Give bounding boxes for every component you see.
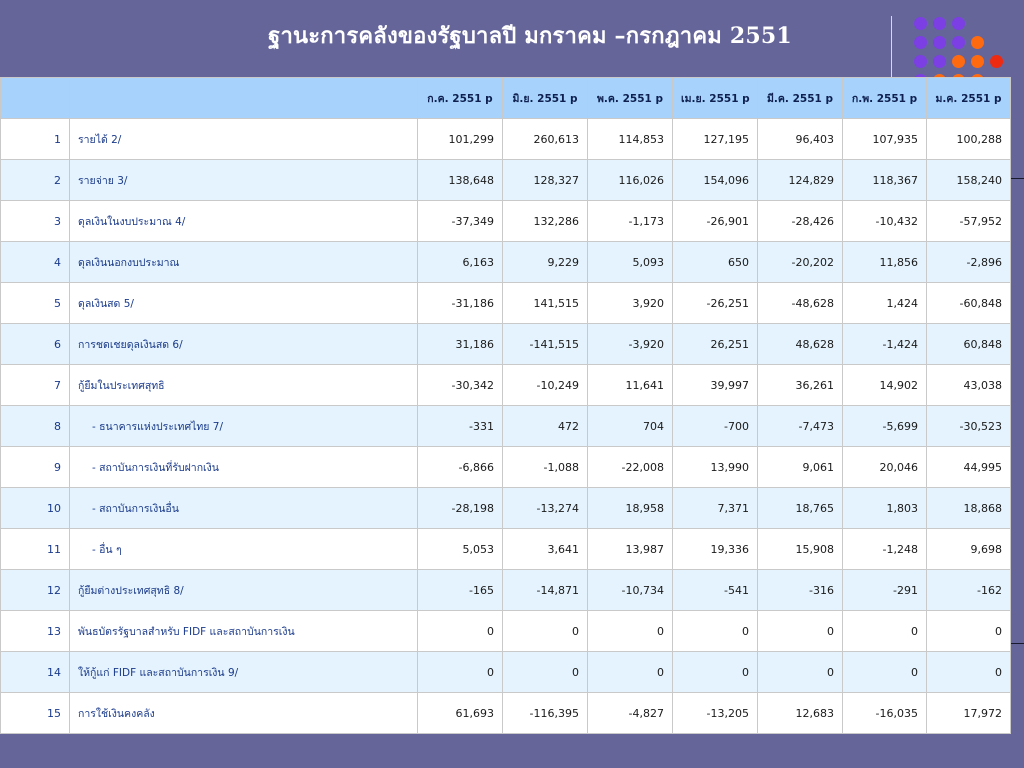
row-number: 5: [1, 283, 70, 324]
table-cell: 0: [673, 652, 758, 693]
table-cell: 0: [758, 611, 843, 652]
decorative-dot: [952, 55, 965, 68]
table-cell: -10,249: [503, 365, 588, 406]
table-cell: 26,251: [673, 324, 758, 365]
table-row: [1, 529, 1011, 570]
row-label: ดุลเงินนอกงบประมาณ: [70, 242, 418, 283]
table-cell: 116,026: [588, 160, 673, 201]
row-label: - สถาบันการเงินที่รับฝากเงิน: [70, 447, 418, 488]
table-cell: -16,035: [843, 693, 927, 734]
table-cell: -316: [758, 570, 843, 611]
table-cell: -60,848: [927, 283, 1011, 324]
row-number: 12: [1, 570, 70, 611]
title-divider: [891, 16, 892, 78]
table-cell: -13,205: [673, 693, 758, 734]
table-cell: -541: [673, 570, 758, 611]
row-label: การใช้เงินคงคลัง: [70, 693, 418, 734]
table-cell: -48,628: [758, 283, 843, 324]
table-cell: -10,432: [843, 201, 927, 242]
table-cell: -3,920: [588, 324, 673, 365]
table-row: [1, 119, 1011, 160]
decorative-dot: [933, 17, 946, 30]
row-label: - อื่น ๆ: [70, 529, 418, 570]
row-number: 4: [1, 242, 70, 283]
table-cell: -331: [418, 406, 503, 447]
decorative-dot: [952, 36, 965, 49]
row-label: ให้กู้แก่ FIDF และสถาบันการเงิน 9/: [70, 652, 418, 693]
table-cell: 9,229: [503, 242, 588, 283]
table-cell: 43,038: [927, 365, 1011, 406]
table-cell: 36,261: [758, 365, 843, 406]
table-row: [1, 201, 1011, 242]
table-cell: -116,395: [503, 693, 588, 734]
table-cell: 114,853: [588, 119, 673, 160]
row-number: 1: [1, 119, 70, 160]
table-row: [1, 324, 1011, 365]
column-header: มี.ค. 2551 p: [758, 78, 843, 119]
table-cell: 132,286: [503, 201, 588, 242]
column-header: ก.พ. 2551 p: [843, 78, 927, 119]
table-header-row: [1, 78, 1011, 119]
table-cell: -5,699: [843, 406, 927, 447]
column-header: พ.ค. 2551 p: [588, 78, 673, 119]
decorative-dot: [971, 55, 984, 68]
table-cell: -165: [418, 570, 503, 611]
table-cell: -10,734: [588, 570, 673, 611]
table-row: [1, 611, 1011, 652]
table-cell: 127,195: [673, 119, 758, 160]
table-cell: -28,198: [418, 488, 503, 529]
table-cell: 31,186: [418, 324, 503, 365]
table-cell: 141,515: [503, 283, 588, 324]
table-cell: 101,299: [418, 119, 503, 160]
table-cell: 9,061: [758, 447, 843, 488]
row-number: 14: [1, 652, 70, 693]
row-number: 11: [1, 529, 70, 570]
row-number: 2: [1, 160, 70, 201]
table-cell: -57,952: [927, 201, 1011, 242]
table-cell: -30,523: [927, 406, 1011, 447]
row-number: 9: [1, 447, 70, 488]
row-number: 7: [1, 365, 70, 406]
table-cell: 12,683: [758, 693, 843, 734]
table-cell: 0: [503, 611, 588, 652]
row-number: 3: [1, 201, 70, 242]
table-cell: 13,990: [673, 447, 758, 488]
table-row: [1, 160, 1011, 201]
table-row: [1, 447, 1011, 488]
table-cell: 650: [673, 242, 758, 283]
column-header: เม.ย. 2551 p: [673, 78, 758, 119]
table-cell: 0: [588, 652, 673, 693]
table-cell: 18,958: [588, 488, 673, 529]
row-label: กู้ยืมในประเทศสุทธิ: [70, 365, 418, 406]
row-label: การชดเชยดุลเงินสด 6/: [70, 324, 418, 365]
table-cell: 44,995: [927, 447, 1011, 488]
row-number: 15: [1, 693, 70, 734]
table-cell: 100,288: [927, 119, 1011, 160]
table-cell: -13,274: [503, 488, 588, 529]
table-cell: 13,987: [588, 529, 673, 570]
header-label: [70, 78, 418, 119]
table-cell: -141,515: [503, 324, 588, 365]
row-label: พันธบัตรรัฐบาลสำหรับ FIDF และสถาบันการเงิน: [70, 611, 418, 652]
table-cell: 0: [927, 652, 1011, 693]
table-cell: 9,698: [927, 529, 1011, 570]
table-cell: -6,866: [418, 447, 503, 488]
table-cell: -1,424: [843, 324, 927, 365]
row-label: ดุลเงินในงบประมาณ 4/: [70, 201, 418, 242]
table-cell: -37,349: [418, 201, 503, 242]
table-cell: 18,765: [758, 488, 843, 529]
table-cell: 11,641: [588, 365, 673, 406]
table-cell: 704: [588, 406, 673, 447]
table-cell: 7,371: [673, 488, 758, 529]
table-cell: 14,902: [843, 365, 927, 406]
table-cell: -26,901: [673, 201, 758, 242]
table-cell: 472: [503, 406, 588, 447]
table-cell: -20,202: [758, 242, 843, 283]
table-cell: 1,424: [843, 283, 927, 324]
row-label: กู้ยืมต่างประเทศสุทธิ 8/: [70, 570, 418, 611]
page-title: ฐานะการคลังของรัฐบาลปี มกราคม –กรกฎาคม 2551: [268, 23, 792, 49]
row-number: 10: [1, 488, 70, 529]
table-cell: 6,163: [418, 242, 503, 283]
decorative-dots: [912, 16, 1024, 78]
table-cell: 1,803: [843, 488, 927, 529]
table-row: [1, 693, 1011, 734]
table-cell: -1,173: [588, 201, 673, 242]
table-cell: 0: [673, 611, 758, 652]
column-header: ก.ค. 2551 p: [418, 78, 503, 119]
table-cell: 20,046: [843, 447, 927, 488]
table-cell: -2,896: [927, 242, 1011, 283]
table-row: [1, 365, 1011, 406]
row-label: รายได้ 2/: [70, 119, 418, 160]
decorative-dot: [933, 55, 946, 68]
row-label: - ธนาคารแห่งประเทศไทย 7/: [70, 406, 418, 447]
table-cell: 138,648: [418, 160, 503, 201]
table-cell: -1,088: [503, 447, 588, 488]
table-row: [1, 652, 1011, 693]
table-cell: -30,342: [418, 365, 503, 406]
table-cell: 5,093: [588, 242, 673, 283]
table-cell: 118,367: [843, 160, 927, 201]
row-label: ดุลเงินสด 5/: [70, 283, 418, 324]
table-cell: -26,251: [673, 283, 758, 324]
table-cell: 17,972: [927, 693, 1011, 734]
row-label: - สถาบันการเงินอื่น: [70, 488, 418, 529]
table-cell: 0: [503, 652, 588, 693]
decorative-dot: [914, 55, 927, 68]
table-cell: 0: [843, 652, 927, 693]
table-cell: 18,868: [927, 488, 1011, 529]
table-cell: 0: [927, 611, 1011, 652]
table-cell: -162: [927, 570, 1011, 611]
table-row: [1, 242, 1011, 283]
table-row: [1, 406, 1011, 447]
table-cell: 61,693: [418, 693, 503, 734]
table-cell: -28,426: [758, 201, 843, 242]
table-cell: 60,848: [927, 324, 1011, 365]
table-cell: 158,240: [927, 160, 1011, 201]
decorative-dot: [990, 55, 1003, 68]
edge-tick: [1010, 178, 1024, 179]
table-cell: -291: [843, 570, 927, 611]
table-cell: 0: [418, 652, 503, 693]
column-header: มิ.ย. 2551 p: [503, 78, 588, 119]
table-cell: 0: [843, 611, 927, 652]
table-cell: -14,871: [503, 570, 588, 611]
table-cell: 128,327: [503, 160, 588, 201]
table-cell: 15,908: [758, 529, 843, 570]
table-cell: -700: [673, 406, 758, 447]
table-cell: -31,186: [418, 283, 503, 324]
fiscal-table: [0, 77, 1011, 734]
table-cell: 260,613: [503, 119, 588, 160]
table-cell: -4,827: [588, 693, 673, 734]
table-cell: 5,053: [418, 529, 503, 570]
table-cell: -1,248: [843, 529, 927, 570]
table-cell: 48,628: [758, 324, 843, 365]
table-cell: 3,920: [588, 283, 673, 324]
row-number: 13: [1, 611, 70, 652]
table-cell: 3,641: [503, 529, 588, 570]
table-cell: 0: [418, 611, 503, 652]
decorative-dot: [914, 17, 927, 30]
table-cell: 107,935: [843, 119, 927, 160]
table-cell: 11,856: [843, 242, 927, 283]
edge-tick: [1010, 643, 1024, 644]
column-header: ม.ค. 2551 p: [927, 78, 1011, 119]
row-label: รายจ่าย 3/: [70, 160, 418, 201]
table-cell: 39,997: [673, 365, 758, 406]
decorative-dot: [914, 36, 927, 49]
row-number: 6: [1, 324, 70, 365]
table-cell: -22,008: [588, 447, 673, 488]
header-index: [1, 78, 70, 119]
table-cell: 124,829: [758, 160, 843, 201]
table-cell: 154,096: [673, 160, 758, 201]
table-row: [1, 570, 1011, 611]
decorative-dot: [952, 17, 965, 30]
table-cell: -7,473: [758, 406, 843, 447]
table-cell: 0: [758, 652, 843, 693]
table-cell: 0: [588, 611, 673, 652]
table-row: [1, 488, 1011, 529]
decorative-dot: [933, 36, 946, 49]
decorative-dot: [971, 36, 984, 49]
table-cell: 19,336: [673, 529, 758, 570]
row-number: 8: [1, 406, 70, 447]
table-row: [1, 283, 1011, 324]
table-cell: 96,403: [758, 119, 843, 160]
